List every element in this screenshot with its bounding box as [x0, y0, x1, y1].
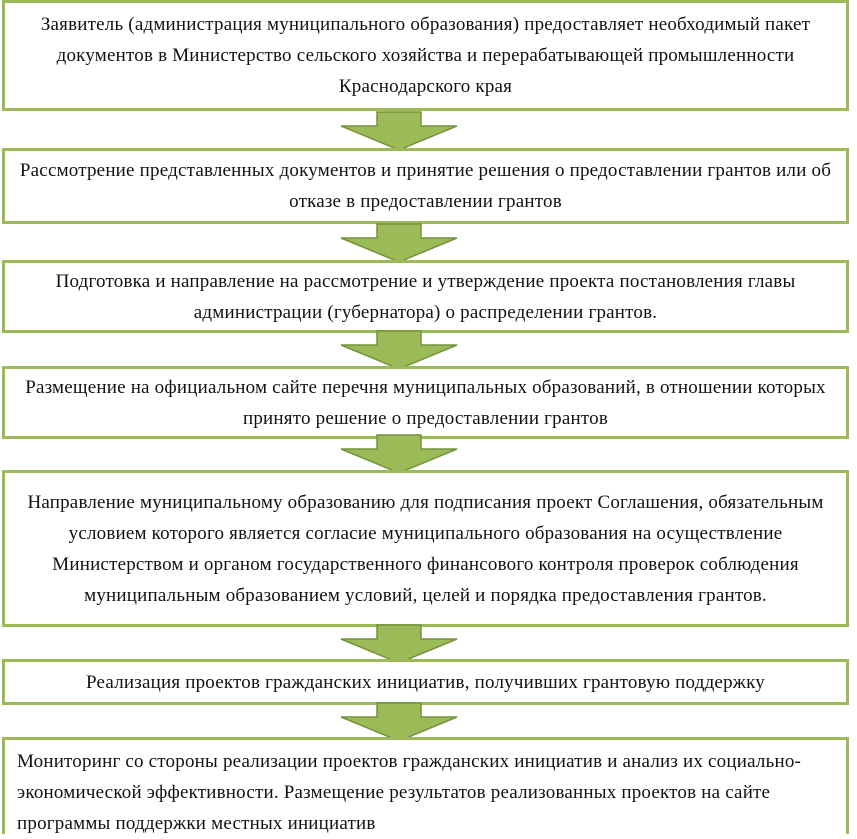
down-arrow-icon [340, 223, 458, 263]
flow-step-4 [2, 366, 849, 439]
flow-step-3 [2, 260, 849, 333]
flow-step-1-text: Заявитель (администрация муниципального образования) предоставляет необходимый пакет документов в Министерство сельского хозяйства и перерабатывающей промышленности Краснодарского края [40, 14, 811, 97]
flow-step-5 [2, 470, 849, 627]
down-arrow-icon [340, 330, 458, 370]
flow-step-2 [2, 148, 849, 224]
flow-step-7-text: Мониторинг со стороны реализации проектов гражданских инициатив и анализ их социально-экономической эффективности. Размещение результатов реализованных проектов на сайте программы поддержки местных инициатив [17, 751, 802, 834]
flow-step-1 [2, 0, 849, 111]
flow-step-6 [2, 659, 849, 705]
down-arrow-icon [340, 434, 458, 474]
flow-step-7 [2, 737, 849, 834]
down-arrow-icon [340, 624, 458, 664]
flow-step-4-text: Размещение на официальном сайте перечня муниципальных образований, в отношении которых принято решение о предоставлении грантов [25, 376, 826, 429]
down-arrow-icon [340, 111, 458, 151]
flow-step-3-text: Подготовка и направление на рассмотрение и утверждение проекта постановления главы администрации (губернатора) о распределении грантов. [55, 270, 796, 323]
flow-step-5-text: Направление муниципальному образованию для подписания проект Соглашения, обязательным условием которого является согласие муниципального образования на осуществление Министерством и органом государственного финансового контроля проверок соблюдения муниципальным образованием условий, целей и порядка предоставления грантов. [27, 491, 824, 606]
down-arrow-icon [340, 702, 458, 742]
flow-step-2-text: Рассмотрение представленных документов и принятие решения о предоставлении грантов или об отказе в предоставлении грантов [19, 160, 832, 212]
flow-step-6-text: Реализация проектов гражданских инициатив, получивших грантовую поддержку [86, 671, 765, 693]
